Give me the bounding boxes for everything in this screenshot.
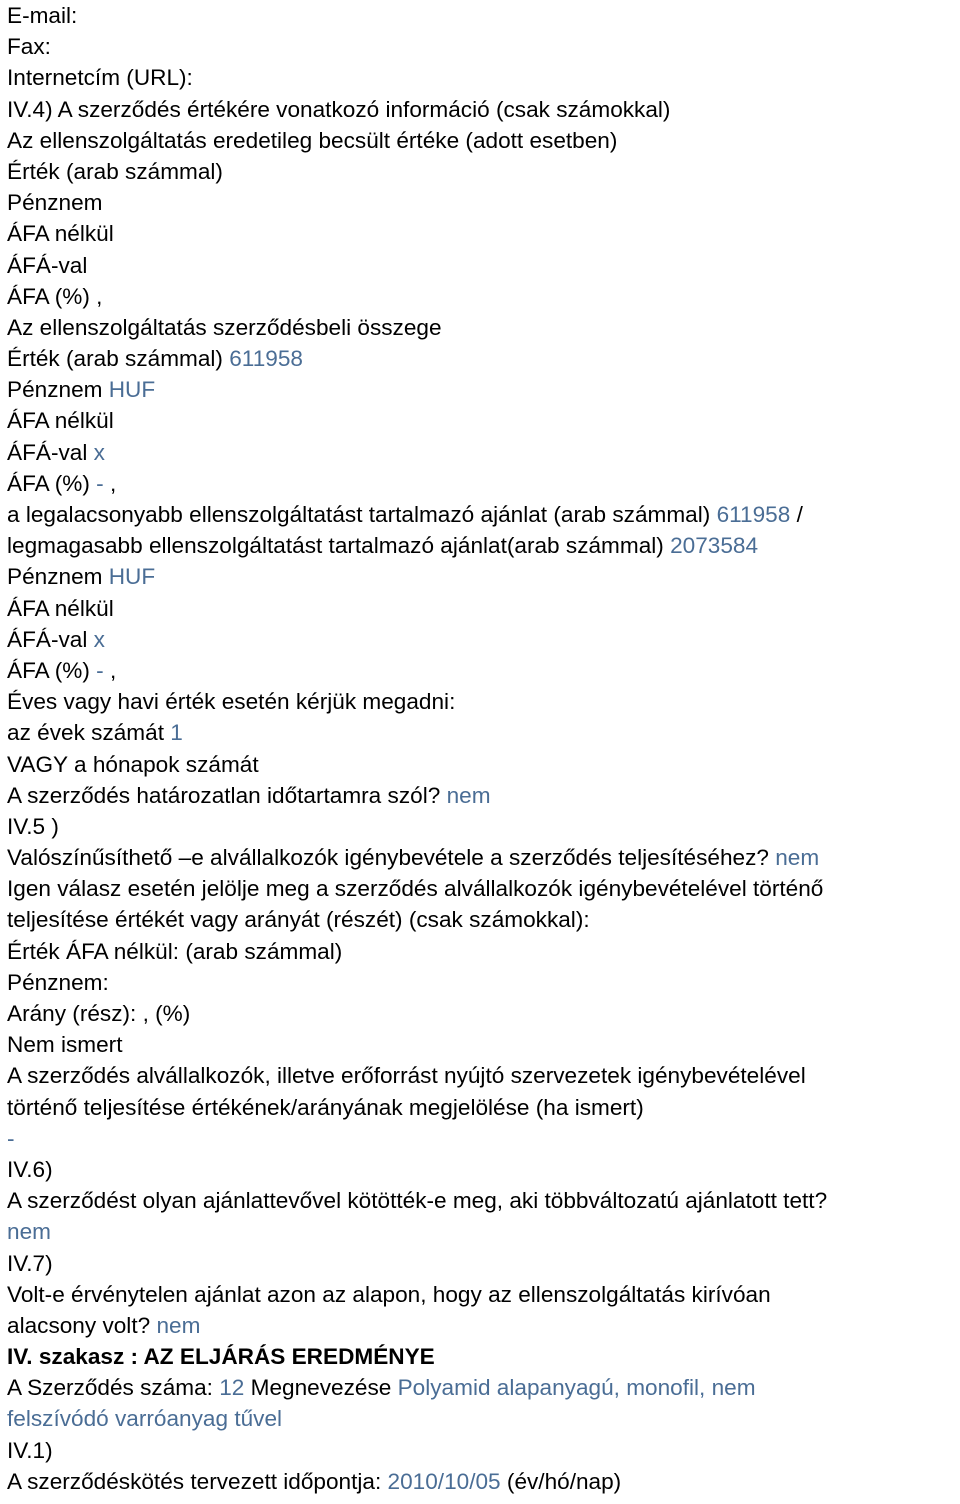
field-label: Fax: (7, 34, 51, 60)
text-line (7, 0, 957, 31)
field-label: , (103, 470, 117, 496)
field-label: A szerződést olyan ajánlattevővel kötötték-e meg, aki többváltozatú ajánlatott tett? (7, 1188, 828, 1214)
text-line (7, 125, 957, 156)
field-label: legmagasabb ellenszolgáltatást tartalmazó ajánlat(arab számmal) (7, 533, 671, 559)
text-line (7, 1279, 957, 1310)
text-line (7, 281, 957, 312)
field-label: ÁFÁ-val (7, 626, 94, 652)
field-label: IV.1) (7, 1437, 53, 1463)
field-label: A szerződéskötés tervezett időpontja: (7, 1468, 388, 1494)
field-label: Az ellenszolgáltatás eredetileg becsült értéke (adott esetben) (7, 127, 618, 153)
field-label: ÁFA nélkül (7, 595, 114, 621)
text-line (7, 1029, 957, 1060)
field-label: , (103, 657, 117, 683)
text-line (7, 998, 957, 1029)
text-line (7, 936, 957, 967)
text-line (7, 624, 957, 655)
field-label: IV.6) (7, 1156, 53, 1182)
text-line (7, 655, 957, 686)
field-label: IV.7) (7, 1250, 53, 1276)
text-line (7, 1092, 957, 1123)
field-value: HUF (108, 377, 156, 403)
text-line (7, 842, 957, 873)
text-line (7, 374, 957, 405)
field-label: Érték ÁFA nélkül: (arab számmal) (7, 938, 343, 964)
field-value: Polyamid alapanyagú, monofil, nem (397, 1375, 756, 1401)
field-label: Pénznem: (7, 969, 109, 995)
text-line (7, 62, 957, 93)
text-line (7, 1123, 957, 1154)
field-label: A szerződés alvállalkozók, illetve erőforrást nyújtó szervezetek igénybevételével (7, 1063, 806, 1089)
text-line (7, 156, 957, 187)
text-line (7, 218, 957, 249)
text-line (7, 1435, 957, 1466)
field-label: ÁFA (%) , (7, 283, 103, 309)
text-line (7, 593, 957, 624)
field-label: Igen válasz esetén jelölje meg a szerződés alvállalkozók igénybevételével történő (7, 876, 824, 902)
field-label: történő teljesítése értékének/arányának megjelölése (ha ismert) (7, 1094, 644, 1120)
field-value: x (93, 439, 105, 465)
text-line (7, 1154, 957, 1185)
text-line (7, 873, 957, 904)
field-label: / (790, 502, 803, 527)
field-value: nem (446, 782, 491, 808)
field-label: Megnevezése (244, 1375, 398, 1401)
field-label: Volt-e érvénytelen ajánlat azon az alapon, hogy az ellenszolgáltatás kirívóan (7, 1281, 771, 1307)
field-value: HUF (108, 564, 156, 590)
text-line (7, 967, 957, 998)
field-value: 611958 (716, 502, 791, 527)
field-value: nem (156, 1312, 201, 1338)
field-label: Valószínűsíthető –e alvállalkozók igénybevétele a szerződés teljesítéséhez? (7, 845, 776, 871)
text-line (7, 437, 957, 468)
text-line (7, 1216, 957, 1247)
field-value: - (7, 1125, 15, 1151)
text-line (7, 1060, 957, 1091)
text-line (7, 1248, 957, 1279)
field-label: ÁFA nélkül (7, 221, 114, 247)
field-label: (év/hó/nap) (500, 1468, 622, 1494)
text-line (7, 94, 957, 125)
field-label: Pénznem (7, 377, 109, 403)
text-line (7, 343, 957, 374)
field-label: Arány (rész): , (%) (7, 1001, 191, 1026)
field-value: felszívódó varróanyag tűvel (7, 1406, 283, 1432)
field-label: Az ellenszolgáltatás szerződésbeli összege (7, 314, 442, 340)
document-body (7, 0, 957, 1497)
field-label: teljesítése értékét vagy arányát (részét) (csak számokkal): (7, 907, 590, 933)
field-label: ÁFA (%) (7, 470, 97, 496)
text-line (7, 1185, 957, 1216)
text-line (7, 749, 957, 780)
field-label: Nem ismert (7, 1032, 123, 1058)
field-value: 1 (170, 720, 183, 746)
field-label: A szerződés határozatlan időtartamra szól? (7, 782, 447, 808)
text-line (7, 686, 957, 717)
text-line (7, 1466, 957, 1497)
field-value: - (96, 657, 104, 683)
text-line (7, 1372, 957, 1403)
text-line (7, 468, 957, 499)
field-value: - (96, 470, 104, 496)
text-line (7, 1310, 957, 1341)
field-value: 611958 (229, 346, 303, 372)
field-label: Érték (arab számmal) (7, 346, 230, 372)
text-line (7, 1403, 957, 1434)
text-line (7, 312, 957, 343)
text-line (7, 499, 957, 530)
field-label: Pénznem (7, 564, 109, 590)
field-value: nem (7, 1219, 51, 1245)
text-line (7, 780, 957, 811)
field-label: IV.4) A szerződés értékére vonatkozó információ (csak számokkal) (7, 96, 671, 122)
field-label: IV.5 ) (7, 813, 59, 839)
text-line (7, 31, 957, 62)
text-line (7, 717, 957, 748)
field-label: alacsony volt? (7, 1312, 157, 1338)
field-value: 12 (219, 1375, 245, 1401)
field-value: nem (775, 845, 820, 871)
section-heading (7, 1341, 957, 1372)
field-label: ÁFÁ-val (7, 439, 94, 465)
field-label: ÁFÁ-val (7, 252, 88, 278)
field-label: az évek számát (7, 720, 171, 746)
field-label: a legalacsonyabb ellenszolgáltatást tartalmazó ajánlat (arab számmal) (7, 502, 717, 527)
field-label: Érték (arab számmal) (7, 158, 223, 184)
field-label: IV. szakasz : AZ ELJÁRÁS EREDMÉNYE (7, 1344, 435, 1370)
field-label: A Szerződés száma: (7, 1375, 220, 1401)
field-label: ÁFA (%) (7, 657, 97, 683)
field-value: 2073584 (670, 533, 759, 559)
text-line (7, 811, 957, 842)
text-line (7, 250, 957, 281)
text-line (7, 530, 957, 561)
field-value: x (93, 626, 105, 652)
field-label: VAGY a hónapok számát (7, 751, 259, 777)
text-line (7, 561, 957, 592)
field-label: ÁFA nélkül (7, 408, 114, 434)
field-label: Pénznem (7, 190, 103, 216)
text-line (7, 904, 957, 935)
field-value: 2010/10/05 (387, 1468, 501, 1494)
text-line (7, 405, 957, 436)
field-label: Internetcím (URL): (7, 65, 193, 91)
field-label: Éves vagy havi érték esetén kérjük megadni: (7, 689, 456, 715)
text-line (7, 187, 957, 218)
field-label: E-mail: (7, 3, 78, 28)
